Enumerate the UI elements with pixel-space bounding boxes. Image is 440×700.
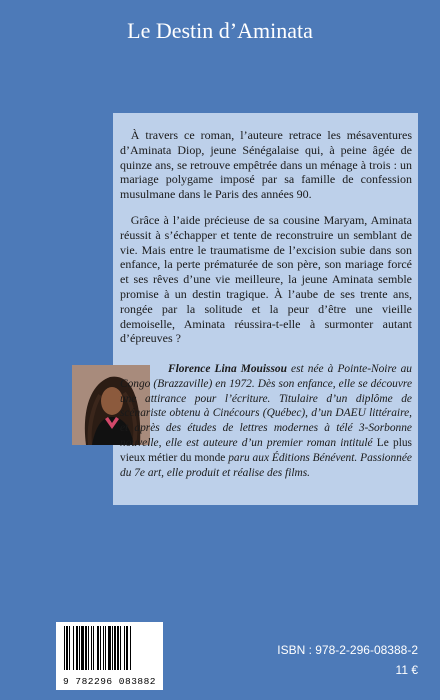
price: 11 € (395, 663, 418, 677)
isbn-barcode (56, 622, 163, 690)
author-name: Florence Lina Mouissou (168, 363, 287, 375)
book-title: Le Destin d’Aminata (127, 18, 313, 43)
author-bio-text: est née à Pointe-Noire au Congo (Brazzaville) en 1972. Dès son enfance, elle se découvre une attirance pour l’écriture. Titulaire d’un diplôme de scénariste obtenu à Cinécours (Québec), d’un DAEU littéraire, et après des études de lettres modernes à télé 3-Sorbonne nouvelle, elle est auteure d’un premier roman intitulé (120, 363, 412, 449)
summary-paragraph-2: Grâce à l’aide précieuse de sa cousine Maryam, Aminata réussit à s’échapper et tente de reconstruire un semblant de vie. Mais entre le traumatisme de l’excision subie dans son enfance, la perte prématurée de son père, son mariage forcé et ses rêves d’une vie meilleure, la jeune Aminata semble promise à un destin tragique. À l’aube de ses trente ans, rongée par la solitude et la peur d’être une vieille demoiselle, Aminata réussira-t-elle à surmonter autant d’épreuves ? (120, 213, 412, 346)
author-biography (120, 362, 412, 480)
author-bio-end: paru aux Éditions Bénévent. Passionnée du 7e art, elle produit et réalise des films. (120, 451, 412, 479)
isbn-number: ISBN : 978-2-296-08388-2 (277, 643, 418, 657)
barcode-bars (56, 622, 163, 678)
summary-paragraph-1: À travers ce roman, l’auteure retrace les mésaventures d’Aminata Diop, jeune Sénégalaise qui, à peine âgée de quinze ans, se retrouve empêtrée dans un ménage à trois : un mariage polygame imposé par sa famille de confession musulmane dans le Paris des années 90. (120, 128, 412, 202)
first-book-title: Le plus vieux métier du monde (120, 436, 412, 464)
barcode-digits: 9 782296 083882 (62, 676, 156, 687)
